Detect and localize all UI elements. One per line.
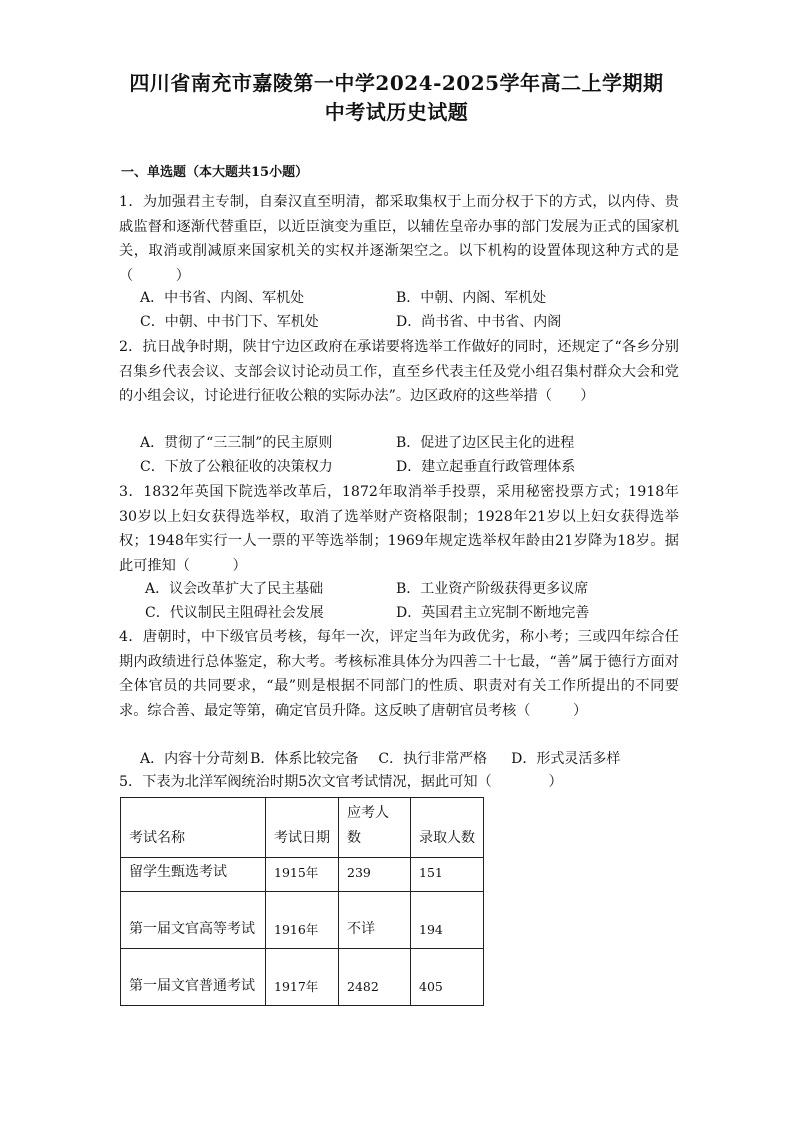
table-header-cell: 考试日期: [266, 798, 339, 858]
table-row: [121, 892, 484, 949]
question-3-option-c[interactable]: C．代议制民主阻碍社会发展: [145, 605, 324, 621]
table-row: [121, 949, 484, 1006]
question-4-option-a[interactable]: A．内容十分苛刻: [140, 751, 249, 767]
table-cell: 239: [339, 858, 411, 892]
question-3-stem: 3．1832年英国下院选举改革后，1872年取消举手投票，采用秘密投票方式；1918年30岁以上妇女获得选举权，取消了选举财产资格限制；1928年21岁以上妇女获得选举权；1948年实行一人一票的平等选举制；1969年规定选举权年龄由21岁降为18岁。据此可推知（ ）: [119, 484, 679, 574]
question-2-option-d[interactable]: D．建立起垂直行政管理体系: [396, 459, 576, 475]
question-2-option-a[interactable]: A．贯彻了“三三制”的民主原则: [140, 435, 333, 451]
question-4-options: [140, 747, 680, 771]
table-cell: 留学生甄选考试: [121, 858, 266, 892]
question-2-stem: 2．抗日战争时期，陕甘宁边区政府在承诺要将选举工作做好的同时，还规定了“各乡分别召集乡代表会议、支部会议讨论动员工作，直至乡代表主任及党小组召集村群众大会和党的小组会议，讨论进行征收公粮的实际办法”。边区政府的这些举措（ ）: [119, 339, 679, 404]
table-cell: 2482: [339, 949, 411, 1006]
question-4-option-c[interactable]: C．执行非常严格: [378, 751, 488, 767]
exam-table: [120, 797, 484, 1006]
table-row: [121, 858, 484, 892]
table-header-row: [121, 798, 484, 858]
question-4-option-d[interactable]: D．形式灵活多样: [511, 751, 621, 767]
question-1-stem: 1．为加强君主专制，自秦汉直至明清，都采取集权于上而分权于下的方式，以内侍、贵戚监督和逐渐代替重臣，以近臣演变为重臣，以辅佐皇帝办事的部门发展为正式的国家机关，取消或削减原来国家机关的实权并逐渐架空之。以下机构的设置体现这种方式的是（ ）: [119, 194, 679, 284]
question-1-options: [140, 286, 660, 334]
question-2-options: [140, 431, 660, 479]
question-2-option-c[interactable]: C．下放了公粮征收的决策权力: [140, 459, 333, 475]
table-header-cell: 考试名称: [121, 798, 266, 858]
question-3-options: [145, 577, 665, 625]
question-1-option-a[interactable]: A．中书省、内阁、军机处: [140, 290, 305, 306]
question-1-option-c[interactable]: C．中朝、中书门下、军机处: [140, 314, 319, 330]
table-cell: 1917年: [266, 949, 339, 1006]
table-cell: 第一届文官普通考试: [121, 949, 266, 1006]
question-3-option-b[interactable]: B．工业资产阶级获得更多议席: [396, 581, 589, 597]
table-cell: 第一届文官高等考试: [121, 892, 266, 949]
question-4-stem: 4．唐朝时，中下级官员考核，每年一次，评定当年为政优劣，称小考；三或四年综合任期内政绩进行总体鉴定，称大考。考核标准具体分为四善二十七最，“善”属于德行方面对全体官员的共同要求，“最”则是根据不同部门的性质、职责对有关工作所提出的不同要求。综合善、最定等第，确定官员升降。这反映了唐朝官员考核（ ）: [119, 629, 679, 719]
question-1-option-b[interactable]: B．中朝、内阁、军机处: [396, 290, 547, 306]
table-cell: 151: [411, 858, 484, 892]
question-5-stem: 5．下表为北洋军阀统治时期5次文官考试情况，据此可知（ ）: [119, 774, 563, 790]
page-title-line-2: 中考试历史试题: [324, 100, 469, 124]
table-cell: 194: [411, 892, 484, 949]
question-3-option-a[interactable]: A．议会改革扩大了民主基础: [145, 581, 324, 597]
table-cell: 1915年: [266, 858, 339, 892]
table-header-cell: 录取人数: [411, 798, 484, 858]
question-2-option-b[interactable]: B．促进了边区民主化的进程: [396, 435, 575, 451]
table-header-cell: 应考人数: [339, 798, 411, 858]
question-3-option-d[interactable]: D．英国君主立宪制不断地完善: [396, 605, 590, 621]
section-heading: 一、单选题（本大题共15小题）: [121, 165, 309, 180]
table-cell: 不详: [339, 892, 411, 949]
question-1-option-d[interactable]: D．尚书省、中书省、内阁: [396, 314, 562, 330]
table-cell: 1916年: [266, 892, 339, 949]
table-cell: 405: [411, 949, 484, 1006]
page-title-line-1: 四川省南充市嘉陵第一中学2024-2025学年高二上学期期: [129, 71, 664, 95]
question-4-option-b[interactable]: B．体系比较完备: [250, 751, 359, 767]
